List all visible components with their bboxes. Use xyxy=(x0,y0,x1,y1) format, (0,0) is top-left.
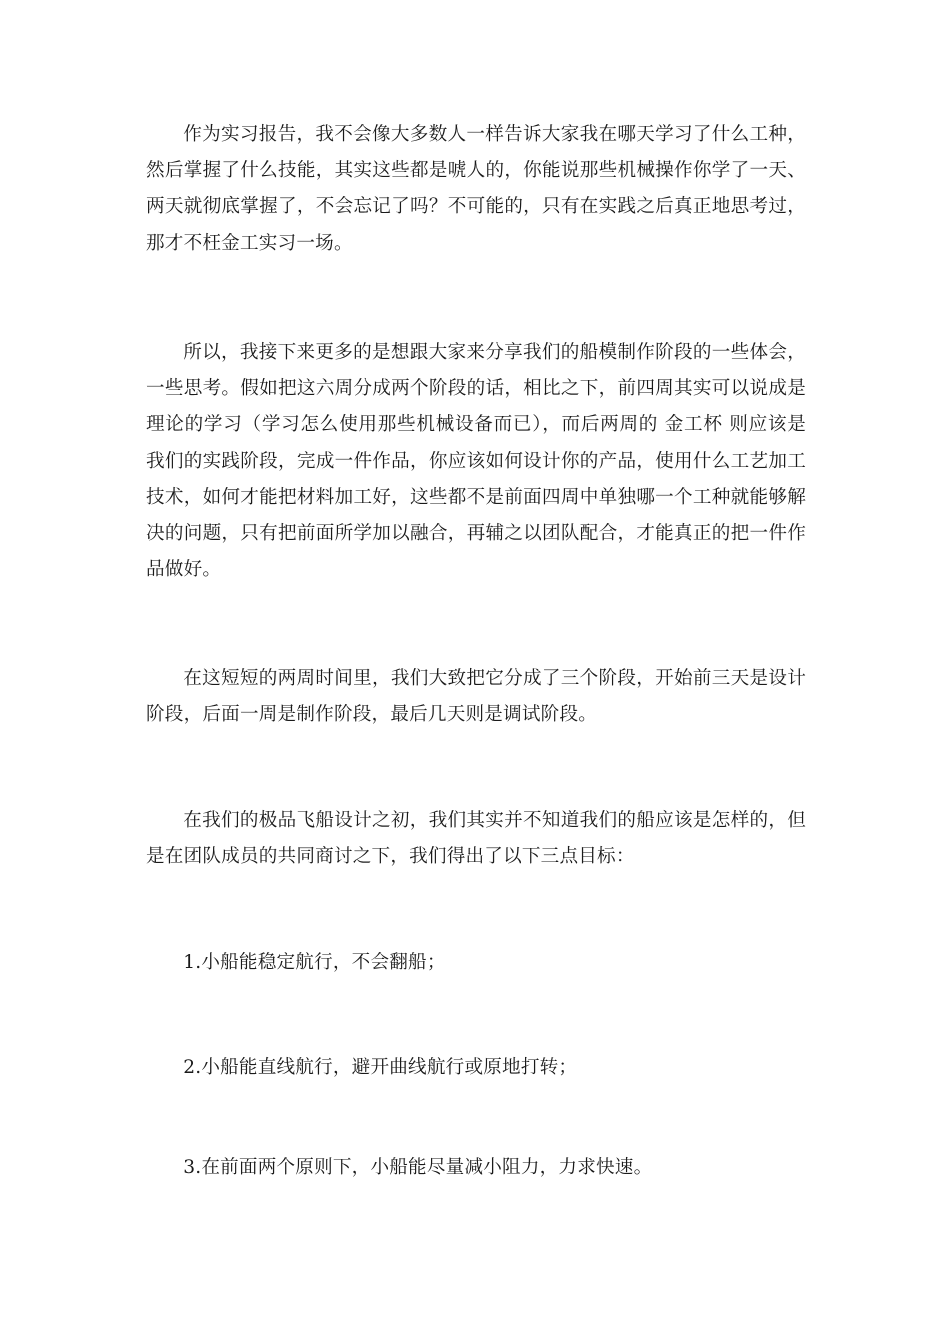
goal-item-3: 3.在前面两个原则下，小船能尽量减小阻力，力求快速。 xyxy=(183,1157,653,1178)
paragraph-stages-overview: 所以，我接下来更多的是想跟大家来分享我们的船模制作阶段的一些体会，一些思考。假如把这六周分成两个阶段的话，相比之下，前四周其实可以说成是理论的学习（学习怎么使用那些机械设备而已），而后两周的 金工杯 则应该是我们的实践阶段，完成一件作品，你应该如何设计你的产品，使用什么工艺加工技术，如何才能把材料加工好，这些都不是前面四周中单独哪一个工种就能够解决的问题，只有把前面所学加以融合，再辅之以团队配合，才能真正的把一件作品做好。 xyxy=(146,342,806,581)
paragraph-design-goals: 在我们的极品飞船设计之初，我们其实并不知道我们的船应该是怎样的，但是在团队成员的共同商讨之下，我们得出了以下三点目标： xyxy=(146,810,806,868)
goal-item-1: 1.小船能稳定航行，不会翻船； xyxy=(183,952,446,973)
goal-item-2: 2.小船能直线航行，避开曲线航行或原地打转； xyxy=(183,1057,578,1078)
paragraph-intro: 作为实习报告，我不会像大多数人一样告诉大家我在哪天学习了什么工种，然后掌握了什么技能，其实这些都是唬人的，你能说那些机械操作你学了一天、两天就彻底掌握了，不会忘记了吗？不可能的，只有在实践之后真正地思考过，那才不枉金工实习一场。 xyxy=(146,124,806,254)
paragraph-three-phases: 在这短短的两周时间里，我们大致把它分成了三个阶段，开始前三天是设计阶段，后面一周是制作阶段，最后几天则是调试阶段。 xyxy=(146,668,806,726)
